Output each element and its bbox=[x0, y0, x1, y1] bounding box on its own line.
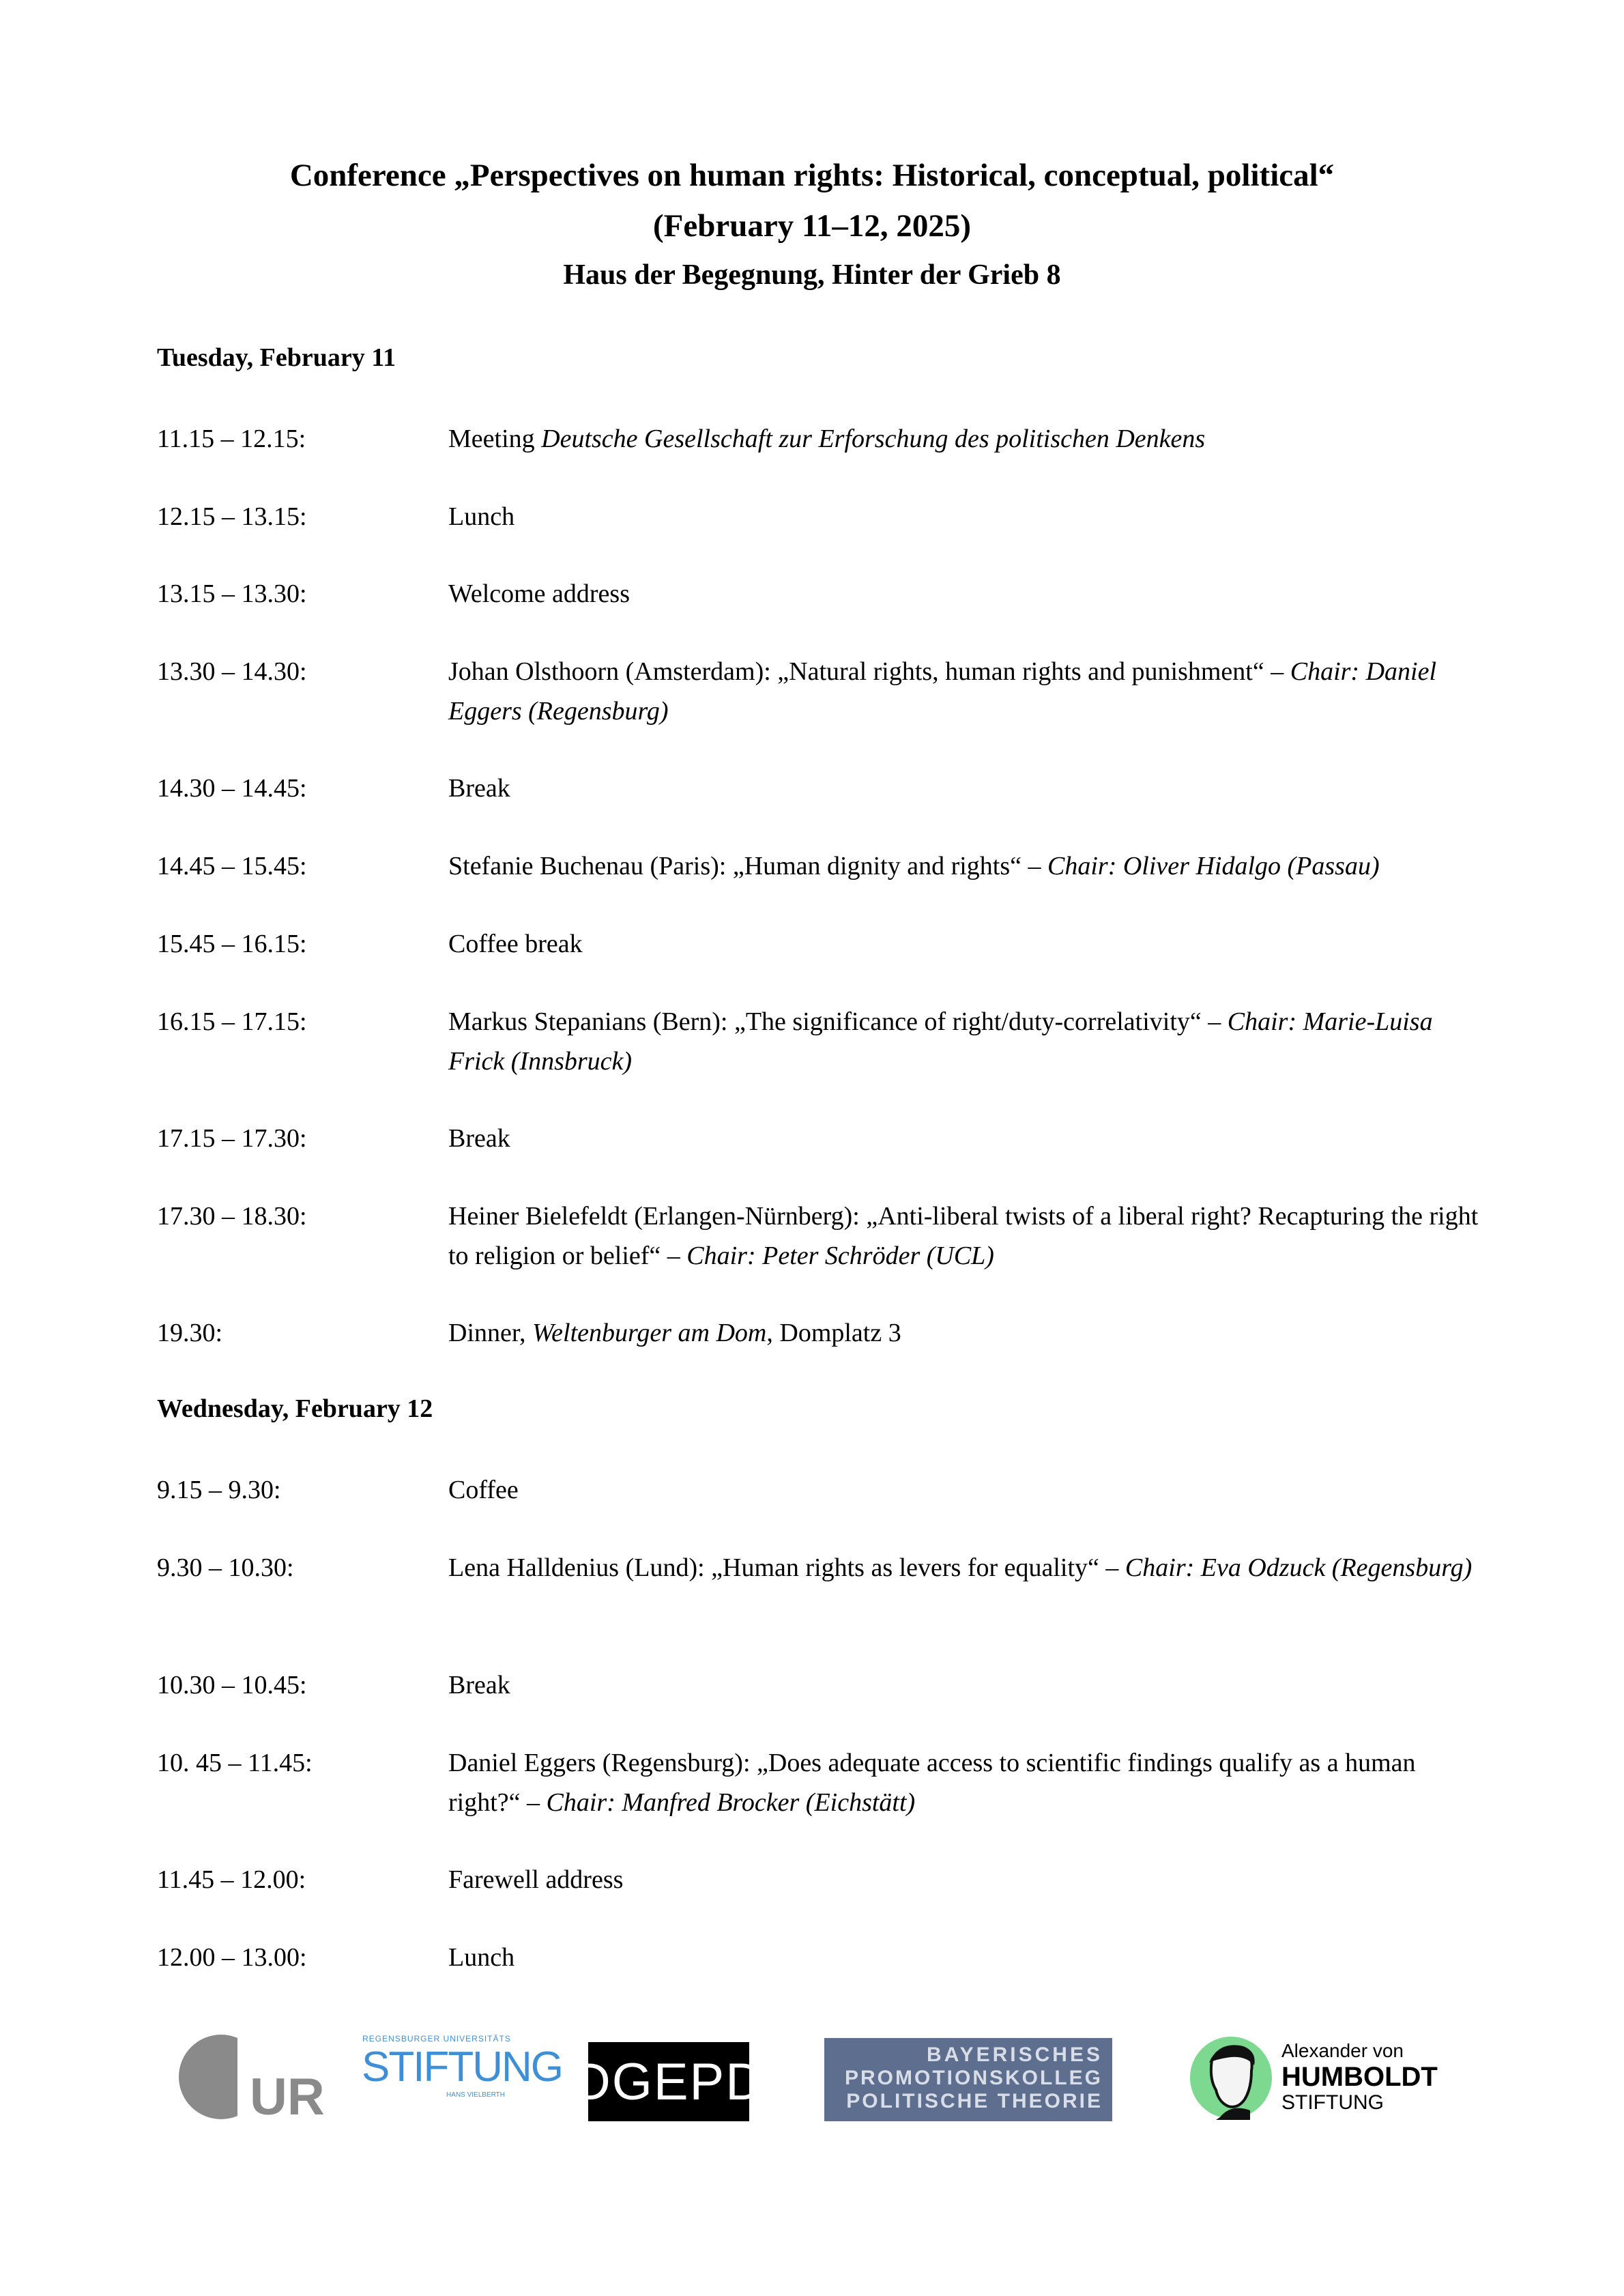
conference-dates: (February 11–12, 2025) bbox=[652, 208, 972, 244]
session-description bbox=[448, 924, 1479, 964]
session-time: 11.45 – 12.00: bbox=[157, 1865, 306, 1894]
session-description bbox=[448, 1002, 1479, 1081]
humboldt-line3: STIFTUNG bbox=[1281, 2091, 1384, 2114]
session-time: 19.30: bbox=[157, 1319, 223, 1347]
promotionskolleg-line2: PROMOTIONSKOLLEG bbox=[845, 2067, 1103, 2089]
sponsor-logos bbox=[0, 2020, 1624, 2129]
conference-venue: Haus der Begegnung, Hinter der Grieb 8 bbox=[563, 259, 1061, 291]
session-time: 14.45 – 15.45: bbox=[157, 852, 307, 880]
session-text: Lunch bbox=[448, 1943, 515, 1972]
session-text-after: , Domplatz 3 bbox=[766, 1319, 901, 1347]
session-text: Stefanie Buchenau (Paris): „Human dignity and rights“ – bbox=[448, 852, 1048, 880]
session-description bbox=[448, 574, 1479, 614]
session-description bbox=[448, 1470, 1479, 1510]
ur-logo-letters: UR bbox=[250, 2068, 325, 2126]
session-description bbox=[448, 769, 1479, 808]
promotionskolleg-line3: POLITISCHE THEORIE bbox=[846, 2090, 1103, 2112]
university-regensburg-logo bbox=[179, 2033, 325, 2126]
session-time: 15.45 – 16.15: bbox=[157, 930, 307, 958]
session-description bbox=[448, 846, 1479, 886]
humboldt-line1: Alexander von bbox=[1281, 2040, 1404, 2061]
session-description bbox=[448, 497, 1479, 536]
session-italic: Chair: Oliver Hidalgo (Passau) bbox=[1047, 852, 1380, 880]
session-text: Dinner, bbox=[448, 1319, 532, 1347]
session-text: Johan Olsthoorn (Amsterdam): „Natural rights, human rights and punishment“ – bbox=[448, 657, 1290, 686]
session-time: 9.30 – 10.30: bbox=[157, 1553, 294, 1582]
session-description bbox=[448, 1548, 1479, 1588]
session-time: 10.30 – 10.45: bbox=[157, 1671, 307, 1699]
session-italic: Deutsche Gesellschaft zur Erforschung des politischen Denkens bbox=[541, 425, 1206, 453]
session-italic: Chair: Peter Schröder (UCL) bbox=[686, 1242, 994, 1270]
session-description bbox=[448, 1119, 1479, 1158]
session-time: 9.15 – 9.30: bbox=[157, 1476, 281, 1504]
session-text: Coffee break bbox=[448, 930, 583, 958]
session-text: Lunch bbox=[448, 502, 515, 531]
session-description bbox=[448, 1938, 1479, 1977]
session-italic: Chair: Marie-Luisa Frick (Innsbruck) bbox=[448, 1007, 1433, 1076]
session-text: Break bbox=[448, 1124, 510, 1153]
session-description bbox=[448, 1860, 1479, 1899]
stiftung-top-text: REGENSBURGER UNIVERSITÄTS bbox=[362, 2034, 511, 2043]
promotionskolleg-logo bbox=[824, 2038, 1112, 2121]
session-description bbox=[448, 1665, 1479, 1705]
session-description bbox=[448, 419, 1479, 459]
session-time: 12.00 – 13.00: bbox=[157, 1943, 307, 1972]
session-text: Coffee bbox=[448, 1476, 519, 1504]
session-time: 16.15 – 17.15: bbox=[157, 1007, 307, 1036]
stiftung-bottom-text: HANS VIELBERTH bbox=[446, 2091, 505, 2099]
session-text: Break bbox=[448, 774, 510, 803]
humboldt-line2: HUMBOLDT bbox=[1281, 2062, 1438, 2092]
session-text: Lena Halldenius (Lund): „Human rights as levers for equality“ – bbox=[448, 1553, 1125, 1582]
session-text: Meeting bbox=[448, 425, 542, 453]
session-italic: Chair: Eva Odzuck (Regensburg) bbox=[1125, 1553, 1473, 1582]
promotionskolleg-line1: BAYERISCHES bbox=[927, 2043, 1103, 2066]
session-text: Daniel Eggers (Regensburg): „Does adequate access to scientific findings qualify as a human right?“ – bbox=[448, 1749, 1416, 1817]
humboldt-portrait-icon bbox=[1189, 2035, 1273, 2120]
session-time: 11.15 – 12.15: bbox=[157, 425, 306, 453]
day-heading: Tuesday, February 11 bbox=[157, 343, 396, 372]
dgepd-logo bbox=[572, 2042, 765, 2121]
universitaets-stiftung-logo bbox=[362, 2034, 562, 2116]
session-text: Farewell address bbox=[448, 1865, 624, 1894]
humboldt-stiftung-logo bbox=[1189, 2034, 1438, 2123]
session-time: 17.15 – 17.30: bbox=[157, 1124, 307, 1153]
session-time: 13.30 – 14.30: bbox=[157, 657, 307, 686]
session-description bbox=[448, 1313, 1479, 1353]
session-time: 17.30 – 18.30: bbox=[157, 1202, 307, 1231]
conference-title: Conference „Perspectives on human rights: Historical, conceptual, political“ bbox=[289, 158, 1335, 193]
session-italic: Chair: Daniel Eggers (Regensburg) bbox=[448, 657, 1437, 726]
day-heading: Wednesday, February 12 bbox=[157, 1394, 433, 1423]
session-description bbox=[448, 1743, 1479, 1822]
session-description bbox=[448, 652, 1479, 731]
session-text: Welcome address bbox=[448, 579, 630, 608]
dgepd-text: DGEPD bbox=[572, 2052, 765, 2111]
session-time: 10. 45 – 11.45: bbox=[157, 1749, 313, 1777]
session-italic: Chair: Manfred Brocker (Eichstätt) bbox=[546, 1788, 916, 1817]
session-text: Heiner Bielefeldt (Erlangen-Nürnberg): „Anti-liberal twists of a liberal right? Recapturing the right to religion or belief“ – bbox=[448, 1202, 1479, 1270]
session-text: Break bbox=[448, 1671, 510, 1699]
session-time: 14.30 – 14.45: bbox=[157, 774, 307, 803]
session-time: 13.15 – 13.30: bbox=[157, 579, 307, 608]
session-description bbox=[448, 1196, 1479, 1276]
stiftung-word: STIFTUNG bbox=[362, 2043, 562, 2091]
session-time: 12.15 – 13.15: bbox=[157, 502, 307, 531]
session-italic: Weltenburger am Dom bbox=[532, 1319, 767, 1347]
session-text: Markus Stepanians (Bern): „The significance of right/duty-correlativity“ – bbox=[448, 1007, 1228, 1036]
